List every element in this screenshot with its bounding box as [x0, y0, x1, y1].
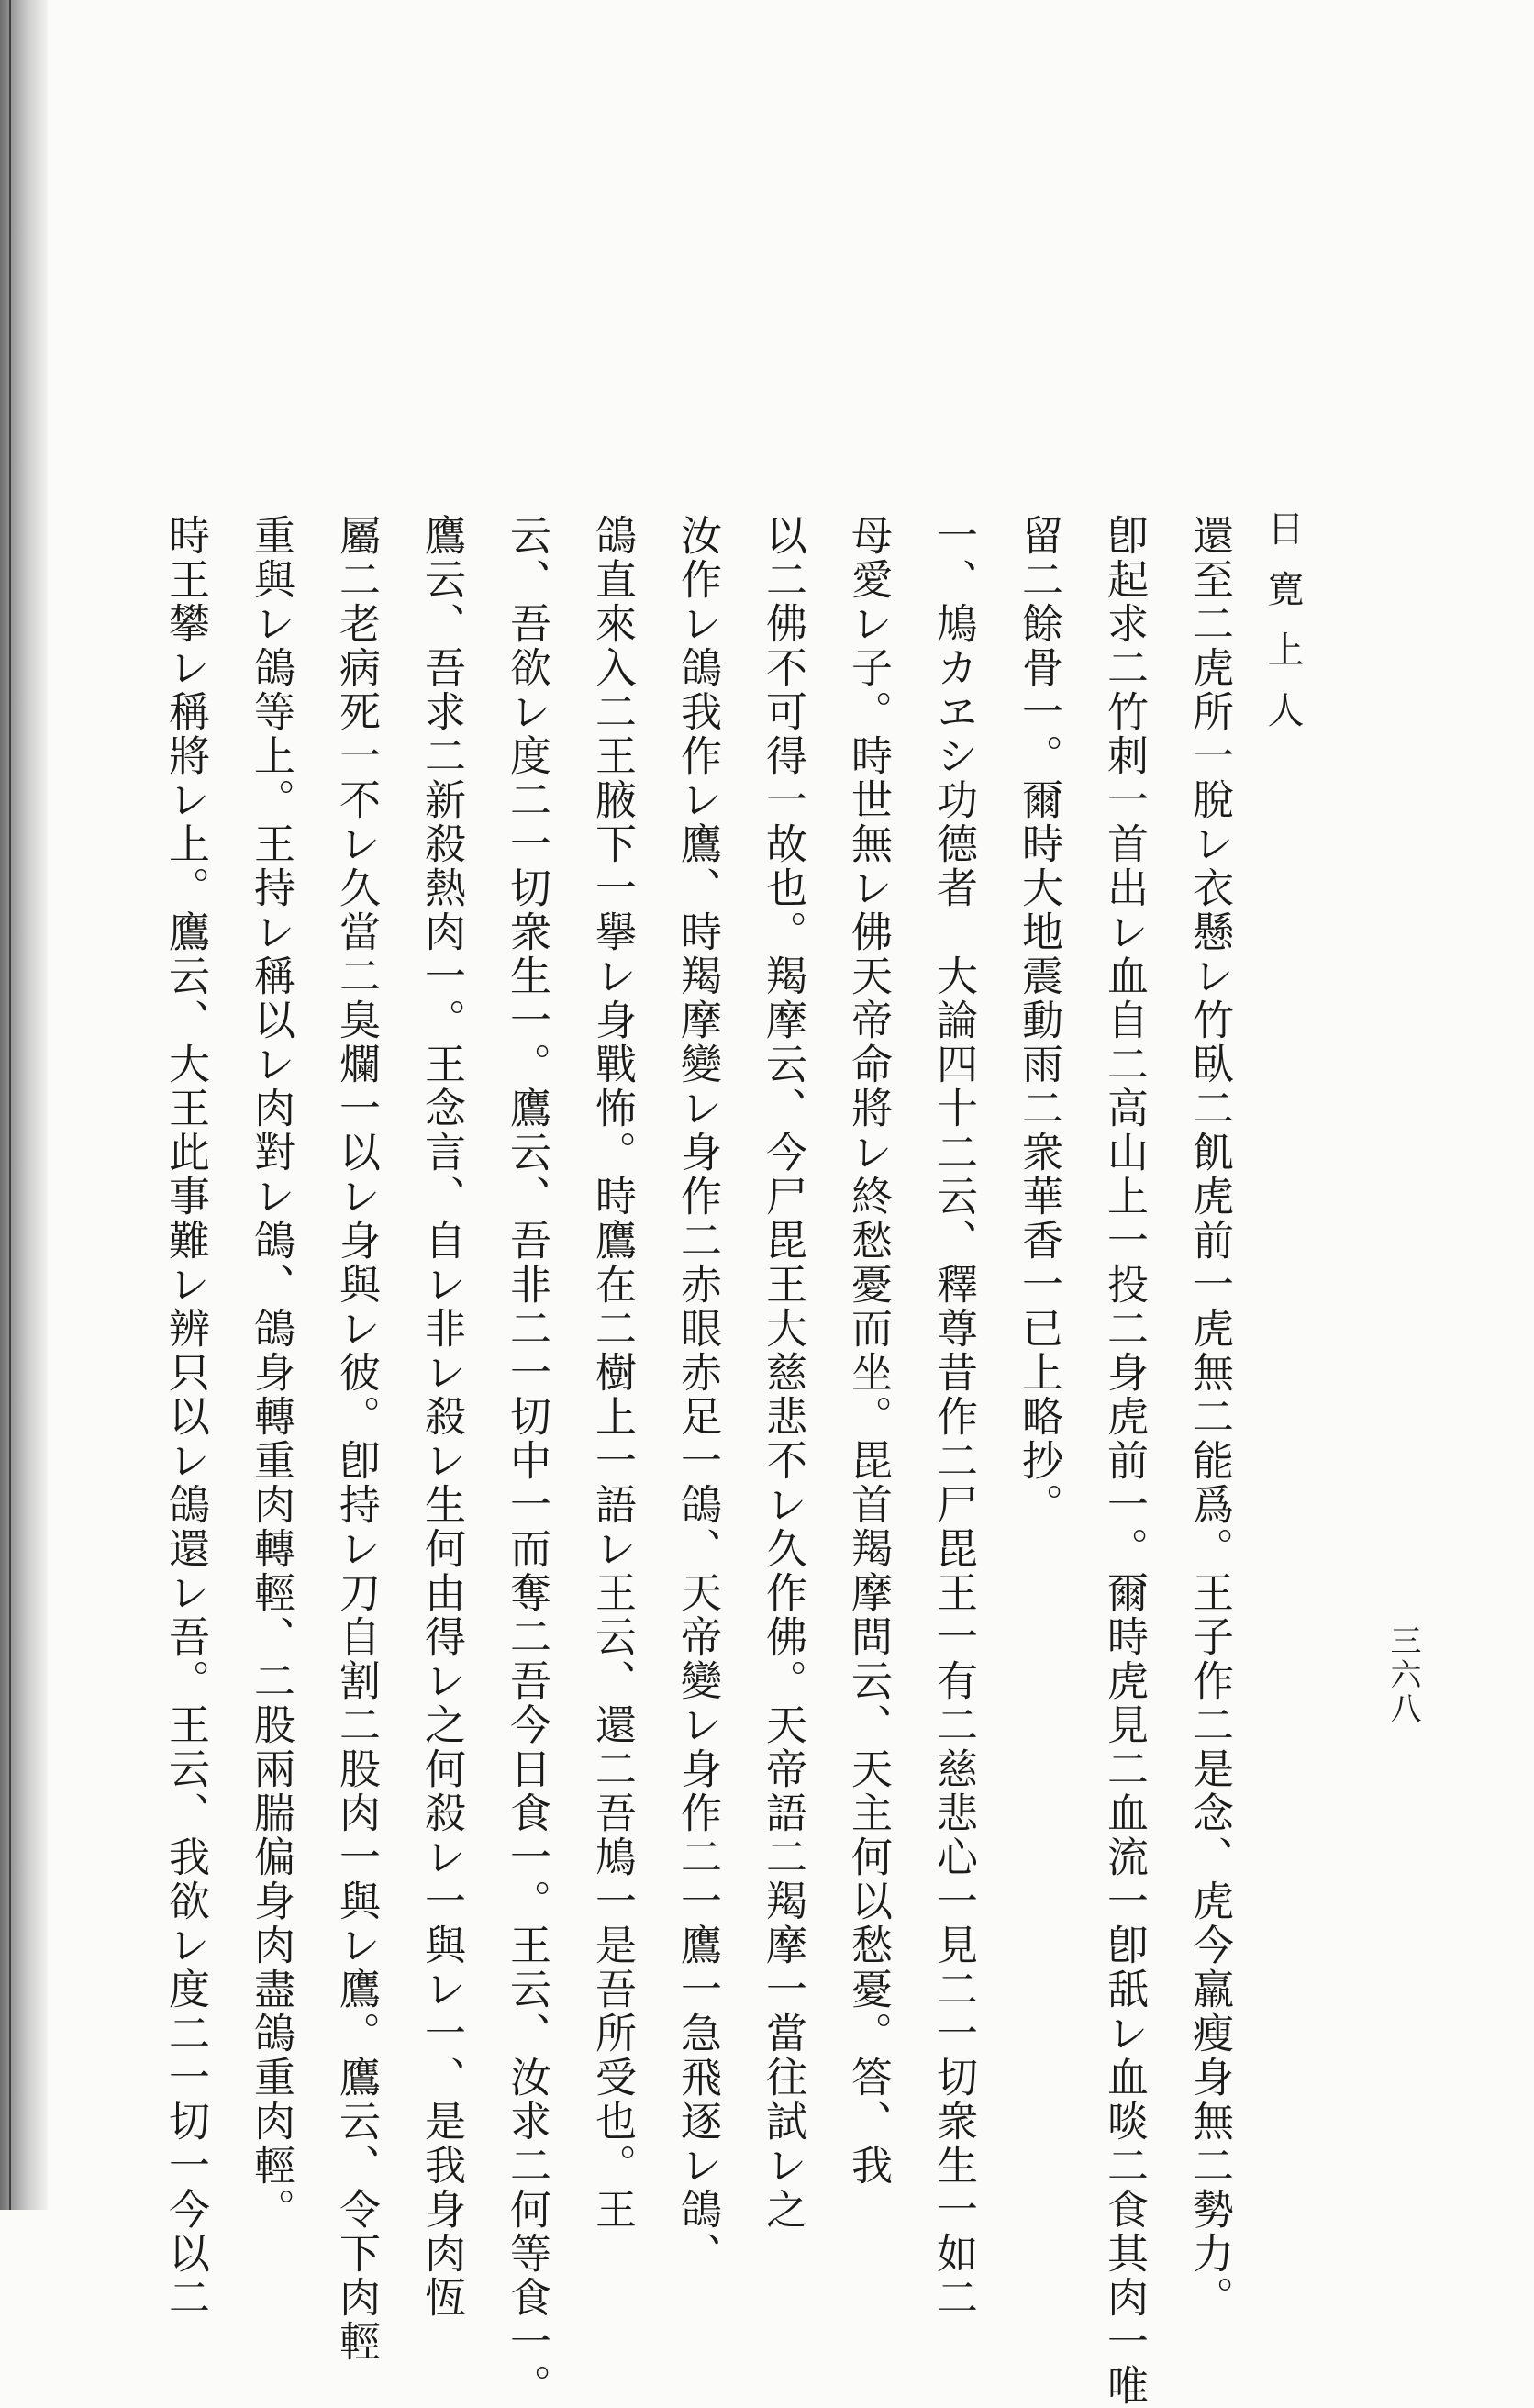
text-line: 還至二虎所一脫レ衣懸レ竹臥二飢虎前一虎無二能爲。王子作二是念、虎今羸瘦身無二勢力。 — [1185, 514, 1234, 2320]
body-text — [161, 514, 1252, 2408]
page-number: 三六八 — [1384, 1624, 1421, 1726]
text-line: 重與レ鴿等上。王持レ稱以レ肉對レ鴿、鴿身轉重肉轉輕、二股兩腨偏身肉盡鴿重肉輕。 — [247, 514, 295, 2232]
book-gutter-edge — [9, 0, 11, 2210]
text-line: 以二佛不可得一故也。羯摩云、今尸毘王大慈悲不レ久作佛。天帝語二羯摩一當往試レ之 — [759, 514, 807, 2232]
text-line: 時王攀レ稱將レ上。鷹云、大王此事難レ辨只以レ鴿還レ吾。王云、我欲レ度二一切一今以二 — [161, 514, 210, 2320]
text-line: 留二餘骨一。爾時大地震動雨二衆華香一已上略抄。 — [1015, 514, 1063, 1527]
text-line: 云、吾欲レ度二一切衆生一。鷹云、吾非二一切中一而奪二吾今日食一。王云、汝求二何等食一。 — [503, 514, 551, 2408]
text-line: 一、鳩カヱシ功德者 大論四十二云、釋尊昔作二尸毘王一有二慈悲心一見二一切衆生一如二 — [929, 514, 978, 2320]
text-line: 屬二老病死一不レ久當二臭爛一以レ身與レ彼。卽持レ刀自割二股肉一與レ鷹。鷹云、令下肉輕 — [332, 514, 381, 2364]
text-line: 母愛レ子。時世無レ佛天帝命將レ終愁憂而坐。毘首羯摩問云、天主何以愁憂。答、我 — [844, 514, 893, 2188]
text-line: 鴿直來入二王腋下一擧レ身戰怖。時鷹在二樹上一語レ王云、還二吾鳩一是吾所受也。王 — [588, 514, 637, 2232]
text-line: 鷹云、吾求二新殺熱肉一。王念言、自レ非レ殺レ生何由得レ之何殺レ一與レ一、是我身肉恆 — [417, 514, 466, 2320]
book-gutter-shadow — [0, 0, 48, 2210]
running-title: 日寛上人 — [1262, 509, 1304, 752]
text-line: 卽起求二竹刺一首出レ血自二高山上一投二身虎前一。爾時虎見二血流一卽舐レ血啖二食其肉一唯 — [1100, 514, 1149, 2408]
text-line: 汝作レ鴿我作レ鷹、時羯摩變レ身作二赤眼赤足一鴿、天帝變レ身作二一鷹一急飛逐レ鴿、 — [673, 514, 722, 2276]
